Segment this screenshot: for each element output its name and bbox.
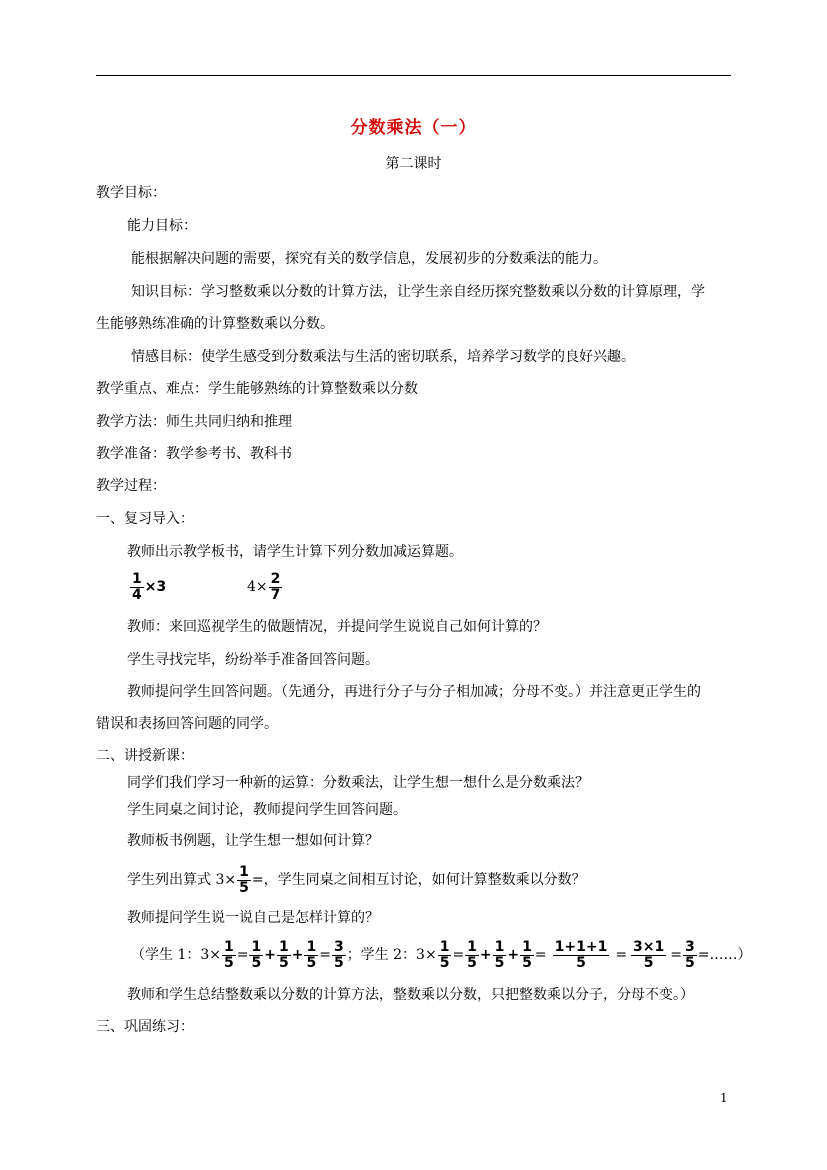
ability-goal-text: 能根据解决问题的需要，探究有关的数学信息，发展初步的分数乘法的能力。: [131, 251, 607, 267]
fraction: $\frac{1}{5}$: [278, 938, 289, 971]
teaching-process: 教学过程：: [96, 478, 166, 494]
knowledge-goal-line1: 知识目标：学习整数乘以分数的计算方法，让学生亲自经历探究整数乘以分数的计算原理，学: [131, 284, 705, 300]
fraction: $\frac{1}{5}$: [224, 938, 234, 971]
fraction: $\frac{1}{5}$: [306, 938, 317, 971]
new-lesson-paragraph-1: 同学们我们学习一种新的运算：分数乘法，让学生想一想什么是分数乘法？: [127, 775, 589, 791]
fraction: $\frac{3\times 1}{5}$: [633, 938, 665, 971]
new-lesson-paragraph-3: 教师板书例题，让学生想一想如何计算？: [127, 833, 379, 849]
fraction: $\frac{1}{5}$: [439, 938, 450, 971]
page-number: 1: [720, 1091, 728, 1105]
fraction: $\frac{3}{5}$: [685, 938, 695, 971]
fraction: $\frac{1}{4}$: [132, 570, 142, 603]
fraction: $\frac{1}{5}$: [522, 938, 532, 971]
section-practice: 三、巩固练习：: [96, 1019, 194, 1035]
ability-goal-heading: 能力目标：: [127, 218, 197, 234]
fraction: $\frac{3}{5}$: [333, 938, 344, 971]
fraction: $\frac{1+1+1}{5}$: [554, 938, 608, 971]
knowledge-goal-line2: 生能够熟练准确的计算整数乘以分数。: [96, 316, 334, 332]
fraction: $\frac{1}{5}$: [494, 938, 505, 971]
new-lesson-paragraph-2: 学生同桌之间讨论，教师提问学生回答问题。: [127, 802, 407, 818]
fraction: $\frac{1}{5}$: [467, 938, 477, 971]
student-answers-equation: （学生 1：3× $\frac{1}{5}$ = $\frac{1}{5}$ + $\frac{1}{5}$ + $\frac{1}{5}$ = $\frac{3}{5}$ ；学生 2：3× $\frac{1}{5}$ = $\frac{1}{5}$ + $\frac{1}{5}$ + $\frac{1}{5}$ = $\frac{1+1+1}{5}$ = $\frac{3\times 1}{5}$ = $\frac{3}{5}$ =……）: [131, 938, 752, 971]
new-lesson-paragraph-4: 学生列出算式 3× $\frac{1}{5}$ =，学生同桌之间相互讨论，如何计算整数乘以分数？: [127, 863, 586, 896]
new-lesson-summary: 教师和学生总结整数乘以分数的计算方法，整数乘以分数，只把整数乘以分子，分母不变。）: [127, 987, 694, 1003]
teaching-method: 教学方法：师生共同归纳和推理: [96, 414, 292, 430]
review-paragraph-4-line1: 教师提问学生回答问题。（先通分，再进行分子与分子相加减；分母不变。）并注意更正学生的: [127, 684, 701, 700]
fraction: $\frac{1}{5}$: [251, 938, 262, 971]
header-rule: [96, 75, 731, 76]
emotion-goal-text: 情感目标：使学生感受到分数乘法与生活的密切联系，培养学习数学的良好兴趣。: [131, 349, 635, 365]
section-new-lesson: 二、讲授新课：: [96, 748, 194, 764]
review-paragraph-1: 教师出示教学板书，请学生计算下列分数加减运算题。: [127, 544, 463, 560]
key-points: 教学重点、难点：学生能够熟练的计算整数乘以分数: [96, 381, 418, 397]
exercise-2: 4× $\frac{2}{7}$: [247, 570, 281, 603]
page-title: 分数乘法（一）: [350, 118, 477, 138]
new-lesson-paragraph-5: 教师提问学生说一说自己是怎样计算的？: [127, 910, 379, 926]
exercise-1: $\frac{1}{4}$ ×3: [132, 570, 167, 603]
review-paragraph-4-line2: 错误和表扬回答问题的同学。: [96, 716, 278, 732]
review-paragraph-2: 教师：来回巡视学生的做题情况，并提问学生说说自己如何计算的？: [127, 619, 547, 635]
section-review: 一、复习导入：: [96, 511, 194, 527]
teaching-preparation: 教学准备：教学参考书、教科书: [96, 446, 292, 462]
lesson-period: 第二课时: [385, 156, 442, 172]
fraction: $\frac{1}{5}$: [239, 863, 249, 896]
teaching-goal-heading: 教学目标：: [96, 185, 166, 201]
review-paragraph-3: 学生寻找完毕，纷纷举手准备回答问题。: [127, 652, 379, 668]
fraction: $\frac{2}{7}$: [270, 570, 281, 603]
